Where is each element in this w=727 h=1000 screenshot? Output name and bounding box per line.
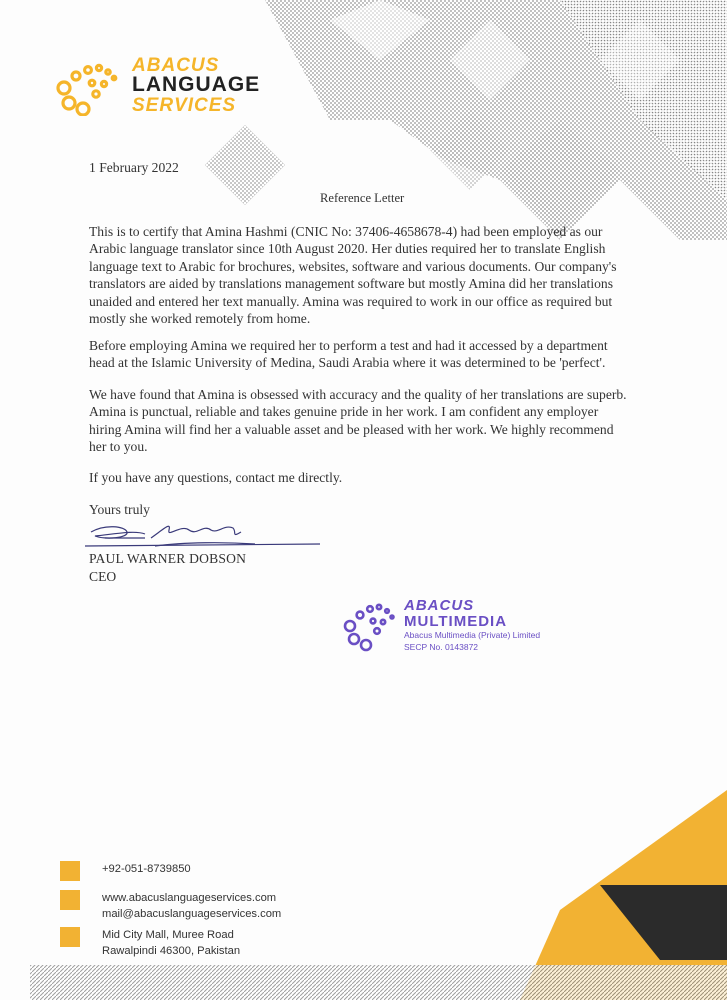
stamp-subtitle: MULTIMEDIA (404, 613, 508, 630)
phone-number: +92-051-8739850 (102, 863, 191, 875)
logo-word-language: LANGUAGE (132, 73, 261, 96)
stamp-logo-icon (340, 596, 400, 654)
abacus-logo-icon (52, 54, 124, 116)
letter-subject: Reference Letter (320, 191, 405, 205)
letter-paragraph-3: We have found that Amina is obsessed with accuracy and the quality of her translations are superb. Amina is punctual, reliable and takes genuine pride in her work. I am confident any employer hiring Amina will find her a valuable asset and be pleased with her work. We highly recommend her to you. (89, 387, 627, 455)
signer-title: CEO (89, 569, 117, 584)
header-pattern (0, 0, 727, 260)
address-line-1: Mid City Mall, Muree Road (102, 929, 234, 941)
contact-address (60, 927, 360, 961)
email-link[interactable]: mail@abacuslanguageservices.com (102, 908, 282, 920)
phone-icon (60, 861, 80, 881)
stamp-brand: ABACUS (404, 597, 475, 614)
letter-date: 1 February 2022 (89, 160, 179, 175)
logo-word-services: SERVICES (132, 95, 237, 116)
globe-icon (60, 890, 80, 910)
logo-word-abacus: ABACUS (132, 55, 220, 76)
website-link[interactable]: www.abacuslanguageservices.com (102, 892, 277, 904)
contact-phone (60, 861, 360, 881)
company-logo (52, 52, 312, 122)
contact-web (60, 890, 360, 924)
letter-paragraph-2: Before employing Amina we required her to perform a test and had it accessed by a department head at the Islamic University of Medina, Saudi Arabia where it was determined to be 'perfect'. (89, 338, 608, 371)
location-icon (60, 927, 80, 947)
handwritten-signature (85, 520, 320, 554)
stamp-company-name: Abacus Multimedia (Private) Limited (404, 630, 541, 640)
address-line-2: Rawalpindi 46300, Pakistan (102, 945, 241, 957)
letter-paragraph-4: If you have any questions, contact me directly. (89, 470, 343, 485)
company-stamp (340, 596, 580, 660)
letter-paragraph-1: This is to certify that Amina Hashmi (CNIC No: 37406-4658678-4) had been employed as our Arabic language translator since 10th August 2020. Her duties required her to translate English language text to Arabic for brochures, websites, software and various documents. Our company's translators are aided by translations management software but mostly Amina did her translations unaided and entered her text manually. Amina was required to work in our office as required but mostly she worked remotely from home. (89, 224, 617, 327)
stamp-registration: SECP No. 0143872 (404, 642, 479, 652)
signer-name: PAUL WARNER DOBSON (89, 551, 247, 566)
letter-closing: Yours truly (89, 502, 150, 517)
